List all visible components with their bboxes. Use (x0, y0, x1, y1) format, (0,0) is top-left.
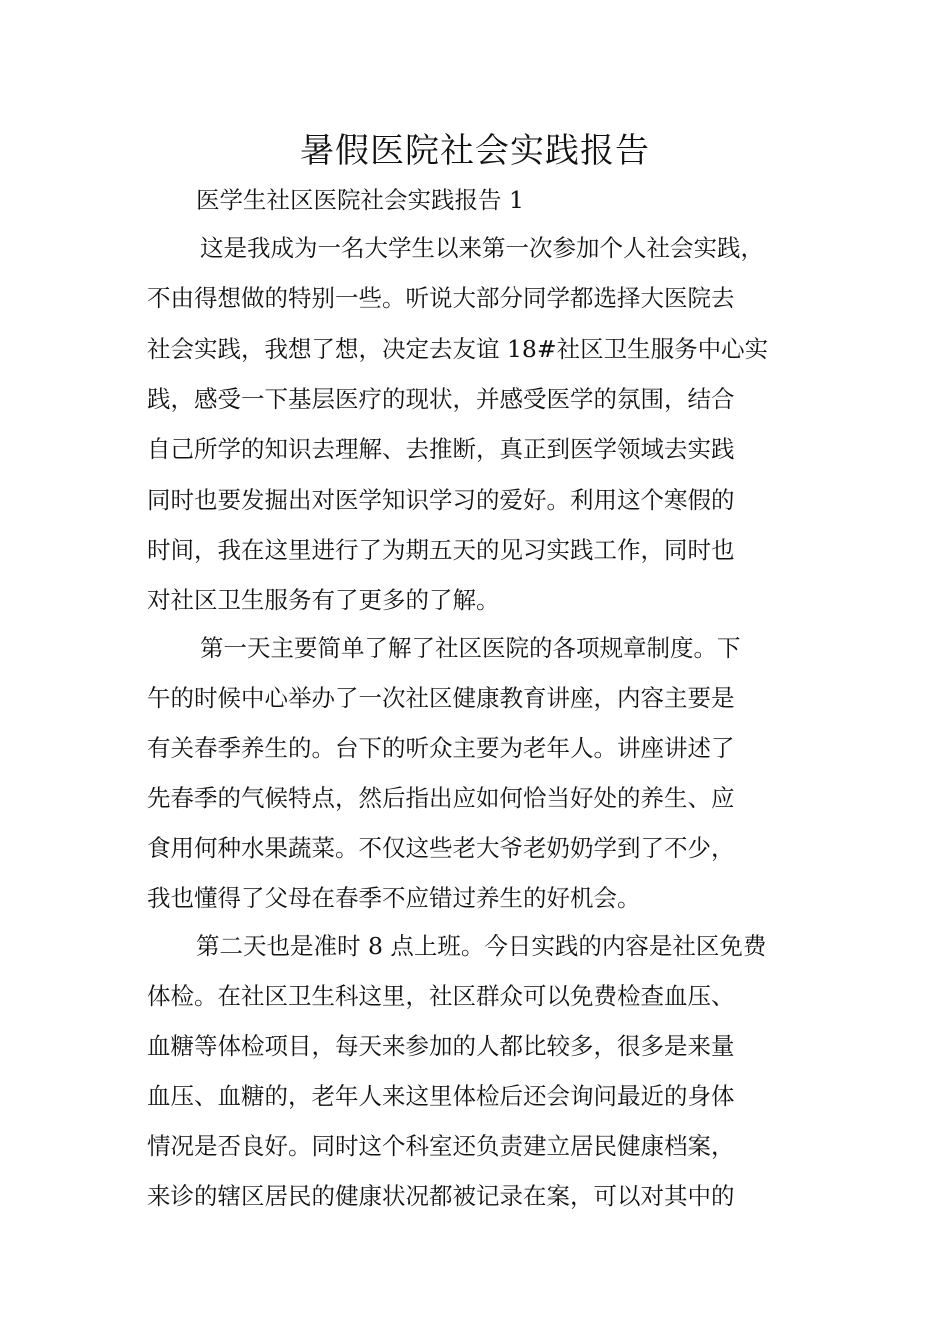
paragraph-line: 有关春季养生的。台下的听众主要为老年人。讲座讲述了 (147, 734, 735, 762)
paragraph-line: 第一天主要简单了解了社区医院的各项规章制度。下 (200, 634, 741, 662)
paragraph-line: 同时也要发掘出对医学知识学习的爱好。利用这个寒假的 (147, 486, 735, 514)
paragraph-line: 体检。在社区卫生科这里，社区群众可以免费检查血压、 (147, 982, 735, 1010)
paragraph-line: 时间，我在这里进行了为期五天的见习实践工作，同时也 (147, 536, 735, 564)
paragraph-line: 来诊的辖区居民的健康状况都被记录在案，可以对其中的 (147, 1182, 735, 1210)
paragraph-line: 社会实践，我想了想，决定去友谊 18#社区卫生服务中心实 (147, 335, 769, 363)
paragraph-line: 践，感受一下基层医疗的现状，并感受医学的氛围，结合 (147, 385, 735, 413)
paragraph-line: 对社区卫生服务有了更多的了解。 (147, 586, 500, 614)
paragraph-line: 午的时候中心举办了一次社区健康教育讲座，内容主要是 (147, 684, 735, 712)
document-title: 暑假医院社会实践报告 (300, 131, 650, 171)
paragraph-line: 这是我成为一名大学生以来第一次参加个人社会实践， (200, 234, 764, 262)
document-subtitle: 医学生社区医院社会实践报告 1 (196, 186, 524, 214)
paragraph-line: 先春季的气候特点，然后指出应如何恰当好处的养生、应 (147, 784, 735, 812)
paragraph-line: 情况是否良好。同时这个科室还负责建立居民健康档案， (147, 1132, 735, 1160)
paragraph-line: 不由得想做的特别一些。听说大部分同学都选择大医院去 (147, 284, 735, 312)
paragraph-line: 食用何种水果蔬菜。不仅这些老大爷老奶奶学到了不少， (147, 834, 735, 862)
paragraph-line: 血糖等体检项目，每天来参加的人都比较多，很多是来量 (147, 1032, 735, 1060)
paragraph-line: 第二天也是准时 8 点上班。今日实践的内容是社区免费 (196, 932, 767, 960)
paragraph-line: 自己所学的知识去理解、去推断，真正到医学领域去实践 (147, 435, 735, 463)
paragraph-line: 我也懂得了父母在春季不应错过养生的好机会。 (147, 884, 641, 912)
paragraph-line: 血压、血糖的，老年人来这里体检后还会询问最近的身体 (147, 1082, 735, 1110)
